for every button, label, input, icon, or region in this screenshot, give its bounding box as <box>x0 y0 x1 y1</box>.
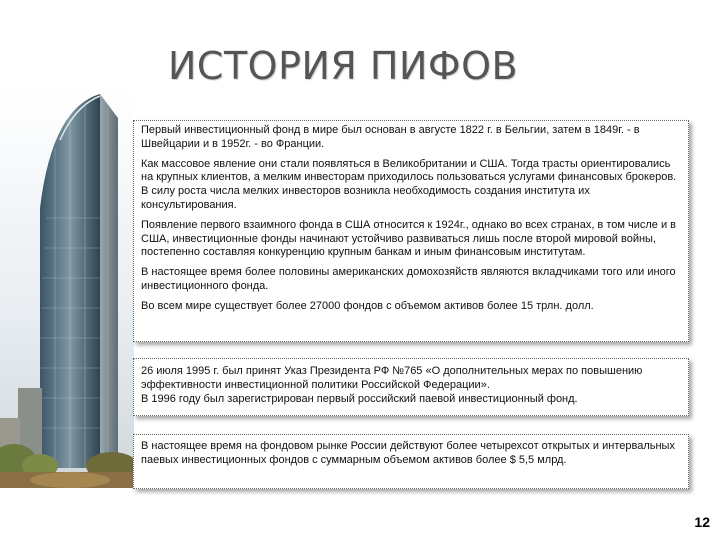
history-text-box <box>133 120 689 342</box>
paragraph-russia-market: В настоящее время на фондовом рынке России действуют более четырехсот открытых и интервальных паевых инвестиционных фондов с суммарным объемом активов более $ 5,5 млрд. <box>141 440 675 466</box>
paragraph-world-funds: Во всем мире существует более 27000 фондов с объемом активов более 15 трлн. долл. <box>141 299 594 312</box>
page-number: 12 <box>694 514 710 530</box>
paragraph-first-fund: Первый инвестиционный фонд в мире был основан в августе 1822 г. в Бельгии, затем в 1849г. - в Швейцарии и в 1952г. - во Франции. <box>141 124 640 150</box>
russia-market-text-box <box>133 434 689 489</box>
paragraph-first-russian-fund: В 1996 году был зарегистрирован первый российский паевой инвестиционный фонд. <box>141 392 578 405</box>
paragraph-decree: 26 июля 1995 г. был принят Указ Президента РФ №765 «О дополнительных мерах по повышению эффективности инвестиционной политики Российской Федерации». <box>141 365 643 391</box>
skyscraper-photo <box>0 88 134 488</box>
decree-text-box <box>133 358 689 416</box>
paragraph-usa-mutual-fund: Появление первого взаимного фонда в США относится к 1924г., однако во всех странах, в том числе и в США, инвестиционные фонды начинают устойчиво развиваться лишь после второй мировой войны, постепенно составляя конкуренцию крупным банкам и иным финансовым институтам. <box>141 218 676 259</box>
paragraph-mass-phenomenon: Как массовое явление они стали появляться в Великобритании и США. Тогда трасты ориентировались на крупных клиентов, а мелким инвесторам приходилось пользоваться услугами финансовых брокеров. В силу роста числа мелких инвесторов возникла необходимость создания института их консультирования. <box>141 157 677 211</box>
paragraph-american-households: В настоящее время более половины американских домохозяйств являются вкладчиками того или иного инвестиционного фонда. <box>141 266 676 292</box>
slide-title: ИСТОРИЯ ПИФОВ <box>168 44 519 88</box>
